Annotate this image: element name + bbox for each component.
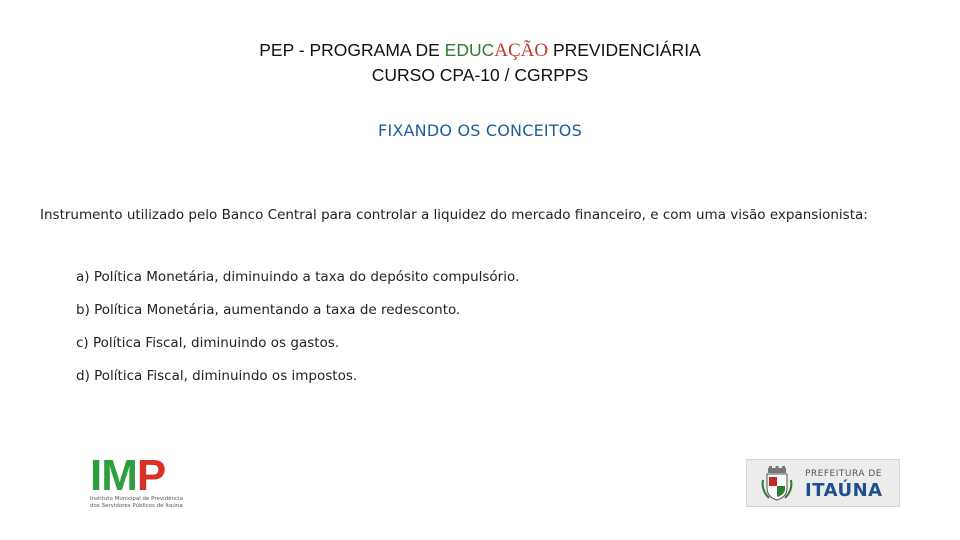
itauna-logo-small-text: PREFEITURA DE xyxy=(805,469,882,479)
imp-logo-caption-line2: dos Servidores Públicos de Itaúna xyxy=(90,503,183,509)
imp-logo-m: M xyxy=(101,451,137,500)
itauna-logo xyxy=(746,459,900,507)
imp-logo-i: I xyxy=(90,451,102,500)
option-c: c) Política Fiscal, diminuindo os gastos. xyxy=(76,335,340,351)
coat-of-arms-icon xyxy=(759,466,795,502)
option-d: d) Política Fiscal, diminuindo os impostos. xyxy=(76,368,358,384)
slide-header xyxy=(0,38,960,87)
header-title-highlight-b: AÇÃO xyxy=(494,40,549,61)
imp-logo-p: P xyxy=(136,451,166,500)
header-title-highlight-a: EDUC xyxy=(444,40,495,60)
header-title-prefix: PEP - PROGRAMA DE xyxy=(259,40,445,60)
question-text: Instrumento utilizado pelo Banco Central para controlar a liquidez do mercado financeiro, e com uma visão expansionista: xyxy=(40,207,868,223)
header-title xyxy=(0,38,960,63)
option-a: a) Política Monetária, diminuindo a taxa do depósito compulsório. xyxy=(76,269,520,285)
imp-logo-caption-line1: Instituto Municipal de Previdência xyxy=(90,496,183,502)
imp-logo xyxy=(90,451,200,512)
answer-options xyxy=(76,261,896,393)
section-subtitle: FIXANDO OS CONCEITOS xyxy=(378,121,582,140)
imp-logo-caption xyxy=(90,496,200,510)
itauna-logo-big-text: ITAÚNA xyxy=(805,480,883,501)
header-course: CURSO CPA-10 / CGRPPS xyxy=(371,65,589,85)
header-title-suffix: PREVIDENCIÁRIA xyxy=(548,40,701,60)
option-b: b) Política Monetária, aumentando a taxa de redesconto. xyxy=(76,302,461,318)
